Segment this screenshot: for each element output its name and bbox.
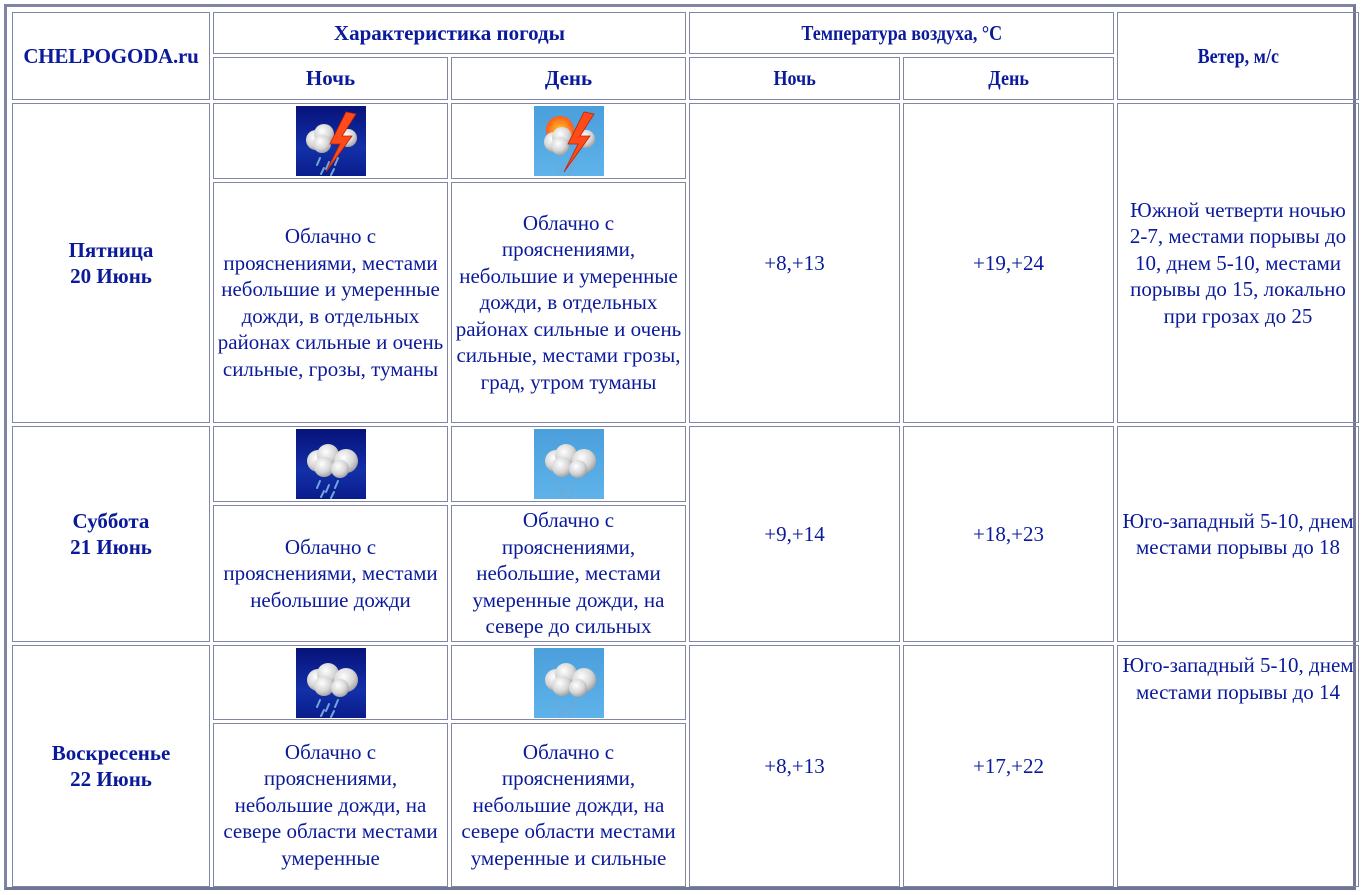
header-wind — [1117, 12, 1359, 100]
header-temp-day — [903, 57, 1114, 100]
site-brand[interactable]: CHELPOGODA.ru — [12, 12, 210, 100]
night-icon-cell — [213, 426, 448, 502]
date: 20 Июнь — [70, 264, 152, 288]
rain-clouds-day-icon — [534, 429, 604, 499]
header-wind-label: Ветер, м/с — [1197, 43, 1279, 68]
wind-desc-text: Юго-западный 5-10, днем местами порывы до 14 — [1122, 653, 1354, 704]
day-icon-cell — [451, 103, 686, 179]
day-desc: Облачно с прояснениями, небольшие, местами умеренные дожди, на севере до сильных — [451, 505, 686, 642]
day-label-cell — [12, 426, 210, 642]
table-row — [12, 426, 1359, 502]
rain-clouds-night-icon — [296, 429, 366, 499]
header-temp-day-label: День — [988, 66, 1029, 91]
wind-desc: Южной четверти ночью 2-7, местами порывы до 10, днем 5-10, местами порывы до 15, локально при грозах до 25 — [1117, 103, 1359, 423]
wind-desc — [1117, 645, 1359, 887]
header-row-1 — [12, 12, 1359, 54]
day-desc: Облачно с прояснениями, небольшие и умеренные дожди, в отдельных районах сильные и очень сильные, местами грозы, град, утром туманы — [451, 182, 686, 423]
night-icon-cell — [213, 645, 448, 720]
rain-clouds-day-icon — [534, 648, 604, 718]
temp-day: +19,+24 — [903, 103, 1114, 423]
temp-night: +8,+13 — [689, 103, 900, 423]
forecast-frame — [4, 4, 1356, 890]
weekday: Суббота — [72, 508, 150, 533]
date: 21 Июнь — [70, 535, 152, 559]
wind-desc: Юго-западный 5-10, днем местами порывы до 18 — [1117, 426, 1359, 642]
header-weather-night: Ночь — [213, 57, 448, 100]
table-row — [12, 103, 1359, 179]
header-weather-label: Характеристика погоды — [333, 20, 566, 45]
temp-day: +17,+22 — [903, 645, 1114, 887]
date: 22 Июнь — [70, 767, 152, 791]
thunderstorm-sun-day-icon — [534, 106, 604, 176]
night-desc: Облачно с прояснениями, небольшие дожди, на севере области местами умеренные — [213, 723, 448, 887]
day-label-cell — [12, 103, 210, 423]
day-icon-cell — [451, 645, 686, 720]
header-temp-night — [689, 57, 900, 100]
night-desc: Облачно с прояснениями, местами небольшие дожди — [213, 505, 448, 642]
header-air-temperature — [689, 12, 1114, 54]
day-desc: Облачно с прояснениями, небольшие дожди, на севере области местами умеренные и сильные — [451, 723, 686, 887]
rain-clouds-night-icon — [296, 648, 366, 718]
night-desc: Облачно с прояснениями, местами небольшие и умеренные дожди, в отдельных районах сильные и очень сильные, грозы, туманы — [213, 182, 448, 423]
header-temp-night-label: Ночь — [773, 66, 816, 91]
header-temp-label: Температура воздуха, °C — [801, 20, 1002, 45]
weekday: Воскресенье — [51, 740, 171, 765]
day-label-cell — [12, 645, 210, 887]
table-row — [12, 645, 1359, 720]
night-icon-cell — [213, 103, 448, 179]
thunderstorm-night-icon — [296, 106, 366, 176]
forecast-table — [9, 9, 1362, 890]
day-icon-cell — [451, 426, 686, 502]
header-weather-characteristics — [213, 12, 686, 54]
temp-day: +18,+23 — [903, 426, 1114, 642]
temp-night: +9,+14 — [689, 426, 900, 642]
temp-night: +8,+13 — [689, 645, 900, 887]
weekday: Пятница — [68, 237, 154, 262]
header-weather-day: День — [451, 57, 686, 100]
